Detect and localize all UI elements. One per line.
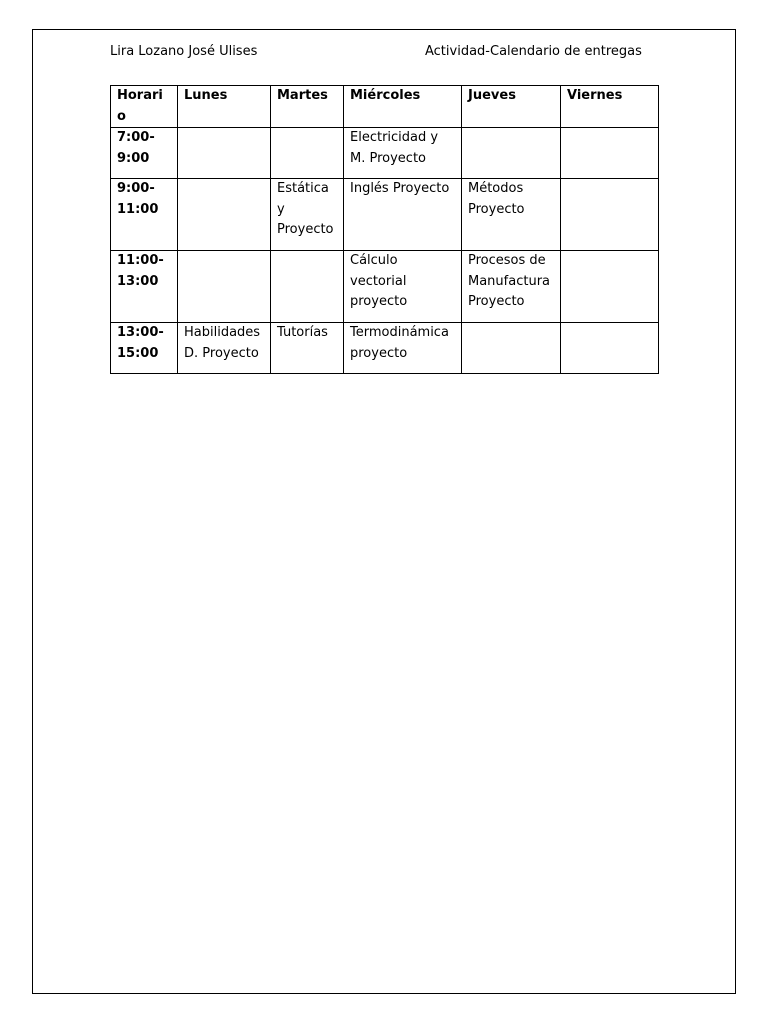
table-cell <box>271 128 344 179</box>
table-cell <box>271 323 344 374</box>
table-cell <box>462 128 561 179</box>
column-header-viernes: Viernes <box>561 86 659 128</box>
course-text: Inglés Proyecto <box>350 181 450 196</box>
course-text: Tutorías <box>277 325 328 340</box>
column-header-martes: Martes <box>271 86 344 128</box>
course-text: Estática y Proyecto <box>277 181 334 237</box>
course-text: Termodinámica proyecto <box>350 325 449 361</box>
table-cell <box>271 179 344 251</box>
table-cell <box>561 179 659 251</box>
author-name: Lira Lozano José Ulises <box>110 44 258 59</box>
table-cell <box>178 251 271 323</box>
schedule-table <box>110 85 659 374</box>
course-text: Métodos Proyecto <box>468 181 525 217</box>
time-text: 13:00- 15:00 <box>117 325 164 361</box>
course-text: Electricidad y M. Proyecto <box>350 130 439 166</box>
column-header-jueves: Jueves <box>462 86 561 128</box>
table-row <box>111 179 659 251</box>
table-cell <box>561 128 659 179</box>
table-cell <box>344 323 462 374</box>
table-row <box>111 251 659 323</box>
course-text: Cálculo vectorial proyecto <box>350 253 408 309</box>
time-text: 7:00- 9:00 <box>117 130 155 166</box>
table-cell <box>178 128 271 179</box>
table-cell <box>271 251 344 323</box>
table-row <box>111 323 659 374</box>
table-cell <box>178 179 271 251</box>
table-cell <box>561 323 659 374</box>
table-header-row <box>111 86 659 128</box>
activity-title: Actividad-Calendario de entregas <box>425 44 642 59</box>
time-cell <box>111 128 178 179</box>
table-cell <box>462 323 561 374</box>
table-cell <box>462 251 561 323</box>
course-text: Habilidades D. Proyecto <box>184 325 261 361</box>
table-row <box>111 128 659 179</box>
column-header-miercoles: Miércoles <box>344 86 462 128</box>
time-cell <box>111 179 178 251</box>
time-cell <box>111 323 178 374</box>
table-cell <box>561 251 659 323</box>
time-cell <box>111 251 178 323</box>
course-text: Procesos de Manufactura Proyecto <box>468 253 550 309</box>
table-cell <box>462 179 561 251</box>
column-header-horario: Horario <box>111 86 178 128</box>
time-text: 9:00- 11:00 <box>117 181 159 217</box>
time-text: 11:00- 13:00 <box>117 253 164 289</box>
table-cell <box>178 323 271 374</box>
table-cell <box>344 251 462 323</box>
table-cell <box>344 128 462 179</box>
table-cell <box>344 179 462 251</box>
column-header-lunes: Lunes <box>178 86 271 128</box>
